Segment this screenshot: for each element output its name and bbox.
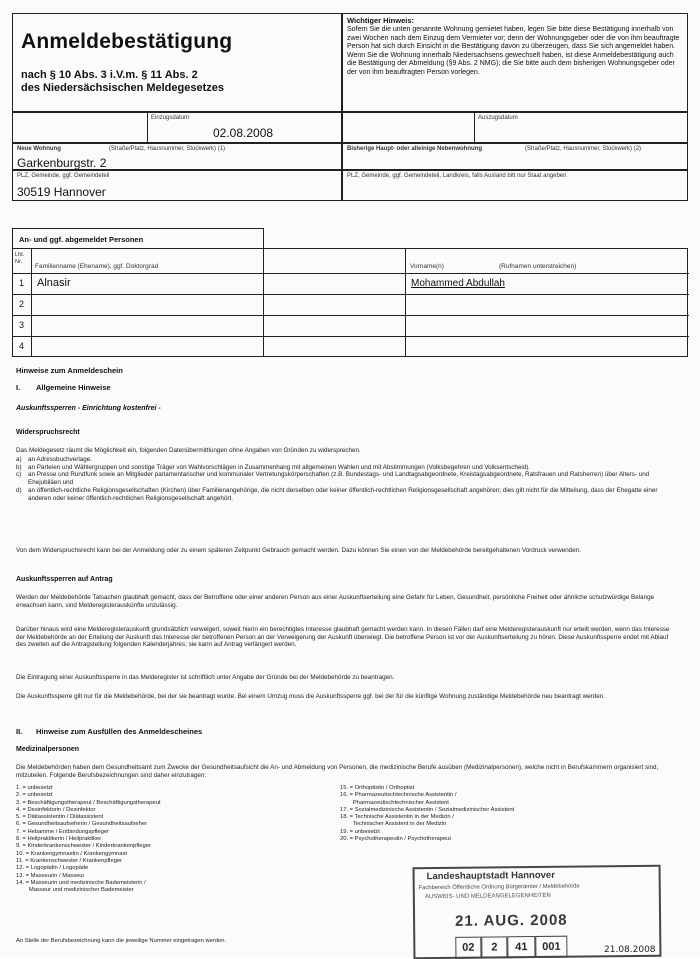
stamp-authority: Landeshauptstadt Hannover (426, 869, 555, 883)
stamp-unit: AUSWEIS- UND MELDEANGELEGENHEITEN (424, 892, 551, 901)
list-item: 3. = Beschäftigungstherapeut / Beschäftigungstherapeut (16, 799, 161, 806)
new-address-street: Garkenburgstr. 2 (17, 156, 107, 170)
stamp-code-row (455, 936, 567, 959)
list-key: b) (16, 463, 22, 471)
list-item: 18. = Technische Assistentin in der Medizin / (340, 814, 454, 821)
list-item: 19. = unbesetzt (340, 828, 380, 835)
stamp-code-4: 001 (535, 936, 567, 958)
row-divider (13, 336, 689, 337)
list-item: Technischer Assistent in der Medizin (340, 821, 447, 828)
list-item: 6. = Gesundheitsaufseherin / Gesundheitsaufseher (16, 821, 147, 828)
profession-list-right (340, 785, 680, 843)
list-key: a) (16, 456, 22, 463)
col-surname-header: Familienname (Ehename), ggf. Doktorgrad (35, 263, 159, 270)
list-item: 1. = unbesetzt (16, 785, 53, 791)
person-row-4-nr: 4 (19, 341, 25, 351)
col-nr-header: Lfd. Nr. (15, 252, 25, 265)
list-item (16, 464, 676, 472)
list-item: Masseur und medizinischer Bademeister (16, 887, 134, 894)
list-item: 15. = Orthoptistin / Orthoptist (340, 785, 415, 791)
section-1-number: I. (16, 383, 21, 392)
list-text: an Presse und Rundfunk sowie an Mitglieder parlamentarischer und kommunaler Vertretungskörperschaften (z.B. Bundestags- und Landtagsabgeordnete, Kreistagsabgeordnete, Ratsfrauen und Ratsherren) über Alters- und Ehejubiläen und (28, 471, 650, 487)
new-address-city-field (12, 170, 342, 201)
col-divider (405, 249, 406, 356)
list-item (16, 487, 676, 502)
section-2-title: Hinweise zum Ausfüllen des Anmeldescheines (36, 727, 203, 736)
list-item: Pharmazeutischtechnischer Assistent (340, 799, 449, 806)
antrag-paragraph-1: Werden der Meldebehörde Tatsachen glaubhaft gemacht, dass der Betroffene oder einer anderen Person aus einer Auskunftserteilung eine Gefahr für Leben, Gesundheit, persönliche Freiheit oder ähnliche schutzwürdige Belange erwachsen kann, sind Melderegisterauskünfte unzulässig. (16, 594, 655, 609)
move-in-date-label: Einzugsdatum (151, 115, 190, 121)
profession-list-left (16, 785, 336, 894)
list-item: 10. = Krankengymnastin / Krankengymnast (16, 850, 128, 857)
list-item: 12. = Logopädin / Logopäde (16, 865, 89, 872)
list-item: 8. = Heilpraktikerin / Heilpraktiker (16, 836, 102, 843)
person-row-1-nr: 1 (19, 278, 25, 288)
list-item (16, 456, 676, 464)
list-item: 7. = Hebamme / Entbindungspfleger (16, 828, 109, 835)
antrag-heading: Auskunftssperren auf Antrag (16, 576, 113, 583)
move-in-date-value: 02.08.2008 (213, 126, 274, 140)
new-address-city-label: PLZ, Gemeinde, ggf. Gemeindeteil (17, 173, 110, 179)
stamp-code-1: 02 (455, 937, 481, 959)
header-box (12, 13, 342, 112)
list-item: 11. = Krankenschwester / Krankenpfleger (16, 857, 123, 864)
new-address-city: 30519 Hannover (17, 185, 106, 199)
antrag-paragraph-4: Die Auskunftssperre gilt nur für die Meldebehörde, bei der sie beantragt wurde. Bei einem Umzug muss die Auskunftssperre ggf. bei der für die künftige Wohnung zuständige Meldebehörde neu beantragt werden. (16, 693, 605, 700)
person-row-1-surname: Alnasir (37, 277, 71, 289)
list-item: 14. = Masseurin und medizinische Bademeisterin / (16, 879, 146, 886)
list-key: c) (16, 471, 22, 479)
stamp-department: Fachbereich Öffentliche Ordnung Bürgerämter / Meldebehörde (418, 883, 580, 892)
widerspruch-list (16, 456, 676, 502)
old-address-city-label: PLZ, Gemeinde, ggf. Gemeindeteil, Landkreis, falls Ausland bitt nur Staat angeben (347, 173, 567, 179)
medizinal-heading: Medizinalpersonen (16, 746, 80, 753)
new-address-label: Neue Wohnung (17, 146, 61, 152)
col-divider (31, 249, 32, 356)
list-item: 16. = Pharmazeutischtechnische Assistentin / (340, 792, 457, 799)
new-address-label-hint: (Straße/Platz, Hausnummer, Stockwerk) (1) (109, 146, 226, 152)
antrag-paragraph-2: Darüber hinaus wird eine Melderegisterauskunft grundsätzlich verweigert, soweit hierin ein berechtigtes Interesse glaubhaft gemacht werden kann. In diesen Fällen darf eine Melderegisterauskunft nur erteilt werden, wenn das Interesse der Meldebehörde an der Erteilung der Auskunft das Interesse der betroffenen Person an der Verweigerung der Auskunft überwiegt. Die betroffene Person ist vor der Auskunftserteilung zu hören. Diese Auskunftssperre endet mit Ablauf des zweiten auf die Antragstellung folgenden Kalenderjahres; sie kann auf Antrag verlängert werden. (16, 626, 670, 649)
col-firstname-hint: (Rufnamen unterstreichen) (499, 263, 577, 270)
divider (474, 112, 475, 143)
col-firstname-header: Vorname(n) (410, 263, 444, 270)
move-in-date-field (12, 112, 342, 143)
persons-table (12, 248, 688, 357)
divider (147, 112, 148, 143)
person-row-1-firstname: Mohammed Abdullah (411, 278, 505, 289)
col-divider (263, 249, 264, 356)
auskunft-line: Auskunftssperren - Einrichtung kostenfrei - (16, 405, 161, 412)
list-item: 5. = Diätassistentin / Diätassistent (16, 814, 104, 821)
list-item: 2. = unbesetzt (16, 792, 53, 799)
list-item: 20. = Psychotherapeutin / Psychotherapeut (340, 836, 452, 843)
hints-heading: Hinweise zum Anmeldeschein (16, 366, 123, 375)
person-row-3-nr: 3 (19, 320, 25, 330)
widerspruch-intro: Das Meldegesetz räumt die Möglichkeit ein, folgenden Datenübermittlungen ohne Angaben von Gründen zu widersprechen. (16, 447, 361, 454)
notice-text: Sofern Sie die unten genannte Wohnung gemietet haben, legen Sie bitte diese Bestätigung innerhalb von zwei Wochen nach dem Einzug dem Vermieter vor; denn der Wohnungsgeber oder die von ihm beauftragte Person hat sich durch Einsicht in die Bestätigung davon zu überzeugen, dass Sie sich angemeldet haben. Wenn Sie die Wohnung innerhalb Niedersachsens gewechselt haben, ist diese Anmeldebestätigung auch die Bestätigung der Abmeldung (§9 Abs. 2 NMG); die Sie bitte auch dem bisherigen Wohnungsgeber oder der von ihm beauftragten Person vorlegen. (347, 26, 680, 76)
row-divider (13, 294, 689, 295)
stamp-code-2: 2 (481, 936, 507, 958)
widerspruch-outro: Von dem Widerspruchsrecht kann bei der Anmeldung oder zu einem späteren Zeitpunkt Gebrauch gemacht werden. Dazu können Sie einen von der Meldebehörde bereitgehaltenen Vordruck verwenden. (16, 547, 581, 554)
widerspruch-heading: Widerspruchsrecht (16, 429, 80, 436)
old-address-label-hint: (Straße/Platz, Hausnummer, Stockwerk) (2) (525, 146, 642, 152)
new-address-street-field (12, 143, 342, 170)
footer-note: An Stelle der Berufsbezeichnung kann die jeweilige Nummer eingetragen werden. (16, 938, 227, 944)
list-text: an Adressbuchverlage. (28, 456, 93, 463)
handwritten-date: 21.08.2008 (604, 945, 656, 955)
important-notice-box (342, 13, 688, 112)
list-item: 4. = Desinfektorin / Desinfektor (16, 806, 96, 813)
old-address-city-field (342, 170, 688, 201)
stamp-date: 21. AUG. 2008 (455, 911, 568, 930)
antrag-paragraph-3: Die Eintragung einer Auskunftssperre in das Melderegister ist schriftlich unter Angabe der Gründe bei der Meldebehörde zu beantragen. (16, 674, 395, 681)
document-title: Anmeldebestätigung (21, 30, 233, 53)
row-divider (13, 315, 689, 316)
persons-heading: An- und ggf. abgemeldet Personen (19, 235, 144, 244)
old-address-street-field (342, 143, 688, 170)
persons-heading-box (12, 228, 264, 248)
list-item: 13. = Masseurin / Masseur (16, 872, 85, 879)
move-out-date-field (342, 112, 688, 143)
section-2-number: II. (16, 727, 23, 736)
legal-basis-line1: nach § 10 Abs. 3 i.V.m. § 11 Abs. 2 (21, 69, 198, 81)
old-address-label: Bisherige Haupt- oder alleinige Nebenwohnung (347, 146, 483, 152)
move-out-date-label: Auszugsdatum (478, 115, 518, 121)
list-text: an Parteien und Wählergruppen und sonstige Träger von Wahlvorschlägen in Zusammenhang mit allgemeinen Wahlen und mit Abstimmungen (Volksbegehren und Volksentscheid). (28, 463, 531, 471)
legal-basis-line2: des Niedersächsischen Meldegesetzes (21, 82, 224, 94)
list-key: d) (16, 486, 22, 494)
list-item: 17. = Sozialmedizinische Assistentin / Sozialmedizinischer Assistent (340, 806, 515, 813)
notice-heading: Wichtiger Hinweis: (347, 16, 415, 25)
stamp-code-3: 41 (507, 936, 535, 958)
list-item (16, 471, 676, 486)
row-divider (13, 273, 689, 274)
section-1-title: Allgemeine Hinweise (36, 383, 111, 392)
medizinal-intro: Die Meldebehörden haben dem Gesundheitsamt zum Zwecke der Gesundheitsaufsicht die An- und Abmeldung von Personen, die medizinische Berufe ausüben (Medizinalpersonen), welche nicht in Berufskammern organisiert sind, mitzuteilen. Folgende Berufsbezeichnungen sind daher einzutragen: (16, 764, 659, 779)
list-item: 9. = Kinderkrankenschwester / Kinderkrankenpfleger (16, 843, 151, 850)
person-row-2-nr: 2 (19, 299, 25, 309)
list-text: an öffentlich-rechtliche Religionsgesellschaften (Kirchen) über Familienangehörige, die nicht derselben oder keiner öffentlich-rechtlichen Religionsgesellschaft angehören; dies gilt nicht für die Mitteilung, dass der Ehegatte einer anderen oder keiner öffentlich-rechtlichen Religionsgesellschaft angehört. (28, 486, 658, 502)
